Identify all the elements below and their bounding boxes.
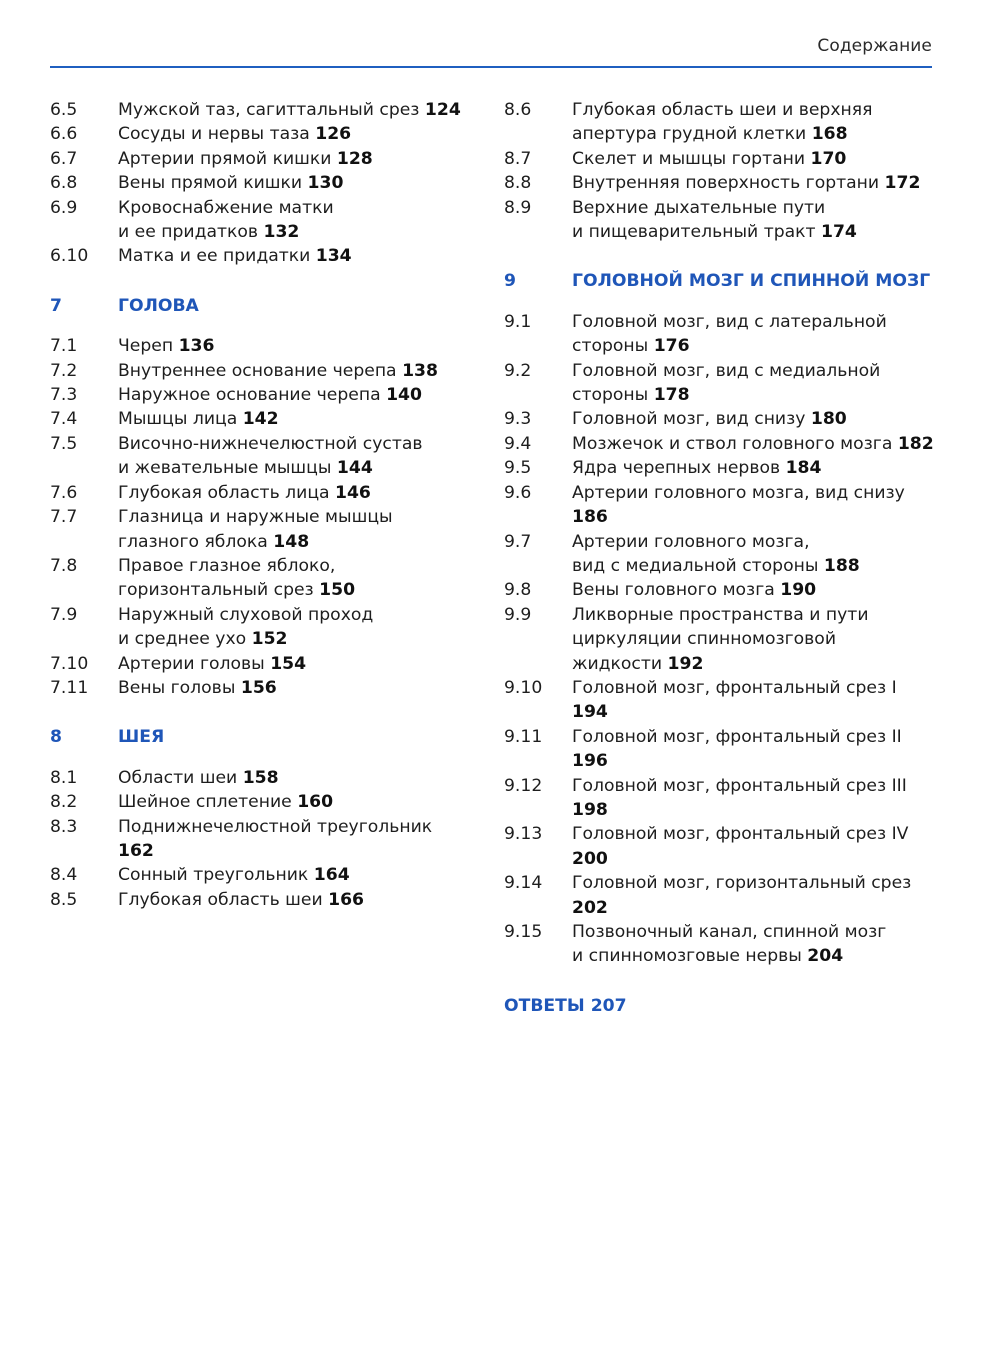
entry-title-line: жидкости xyxy=(572,653,663,674)
chapter-title: ШЕЯ xyxy=(118,727,165,748)
toc-entry[interactable] xyxy=(50,815,470,864)
chapter-number: 8 xyxy=(50,727,62,748)
entry-number: 9.12 xyxy=(504,775,543,796)
entry-number: 6.8 xyxy=(50,173,78,194)
entry-number: 7.4 xyxy=(50,409,78,430)
page-number: 196 xyxy=(572,751,608,772)
chapter-title: ГОЛОВА xyxy=(118,295,199,316)
toc-entry[interactable] xyxy=(504,359,934,408)
page-number: 124 xyxy=(424,100,461,120)
entry-title xyxy=(118,603,470,652)
toc-entry[interactable] xyxy=(50,122,470,146)
chapter-title: ГОЛОВНОЙ МОЗГ И СПИННОЙ МОЗГ xyxy=(572,271,931,292)
entry-title-line: глазного яблока xyxy=(118,531,268,552)
toc-entry[interactable] xyxy=(504,407,934,431)
toc-entry[interactable] xyxy=(50,863,470,887)
page-number: 170 xyxy=(810,148,847,169)
entry-number: 7.9 xyxy=(50,604,78,625)
toc-entry[interactable] xyxy=(504,578,934,602)
entry-title-line: Области шеи xyxy=(118,767,238,788)
entry-number: 8.1 xyxy=(50,767,78,788)
entry-title-line: Внутреннее основание черепа xyxy=(118,360,397,381)
entry-title xyxy=(118,432,470,481)
page-number: 132 xyxy=(263,222,300,243)
toc-entry[interactable] xyxy=(504,920,934,969)
entry-title xyxy=(118,147,470,171)
entry-title xyxy=(118,196,470,245)
entry-title xyxy=(572,725,934,774)
entry-title-line: Вены прямой кишки xyxy=(118,173,303,194)
entry-title-line: Головной мозг, вид снизу xyxy=(572,409,806,430)
entry-title-line: Глазница и наружные мышцы xyxy=(118,507,393,528)
toc-entry[interactable] xyxy=(504,603,934,676)
page-number: 154 xyxy=(270,653,307,674)
toc-entry[interactable] xyxy=(50,676,470,700)
entry-title-line: Правое глазное яблоко, xyxy=(118,555,336,576)
entry-number: 9.9 xyxy=(504,604,532,625)
chapter-number: 7 xyxy=(50,295,62,316)
page-title: Содержание xyxy=(817,36,932,56)
entry-title xyxy=(118,244,470,268)
toc-entry[interactable] xyxy=(504,676,934,725)
entry-number: 8.2 xyxy=(50,792,78,813)
entry-number: 9.3 xyxy=(504,409,532,430)
entry-number: 6.10 xyxy=(50,246,89,267)
entry-number: 9.10 xyxy=(504,677,543,698)
page-number: 192 xyxy=(667,653,704,674)
entry-title xyxy=(572,481,934,530)
chapter-number: 9 xyxy=(504,271,516,292)
entry-title xyxy=(118,122,470,146)
entry-number: 7.3 xyxy=(50,385,78,406)
entry-title-line: Наружный слуховой проход xyxy=(118,604,374,625)
toc-entry[interactable] xyxy=(50,196,470,245)
page-number: 172 xyxy=(884,173,921,194)
entry-title xyxy=(118,790,470,814)
toc-entry[interactable] xyxy=(50,359,470,383)
entry-number: 9.1 xyxy=(504,311,532,332)
entry-title xyxy=(572,407,934,431)
entry-title-line: Головной мозг, вид с латеральной xyxy=(572,311,887,332)
entry-title xyxy=(572,774,934,823)
page-number: 164 xyxy=(313,865,350,886)
entry-number: 7.8 xyxy=(50,555,78,576)
entry-title xyxy=(572,171,934,195)
entry-title xyxy=(118,554,470,603)
page-number: 182 xyxy=(897,433,934,454)
page-number: 202 xyxy=(572,897,608,918)
entry-title-line: Череп xyxy=(118,336,174,357)
toc-entry[interactable] xyxy=(50,244,470,268)
page-number: 200 xyxy=(572,848,608,869)
entry-title-line: Ликворные пространства и пути xyxy=(572,604,869,625)
answers-page: 207 xyxy=(590,995,627,1016)
toc-entry[interactable] xyxy=(50,383,470,407)
entry-title-line: циркуляции спинномозговой xyxy=(572,629,836,650)
entry-title-line: и среднее ухо xyxy=(118,629,247,650)
entry-title-line: и ее придатков xyxy=(118,222,259,243)
entry-title xyxy=(118,676,470,700)
entry-number: 7.10 xyxy=(50,653,89,674)
page-number: 152 xyxy=(251,629,288,650)
toc-entry[interactable] xyxy=(50,432,470,481)
toc-left-column xyxy=(50,98,470,912)
answers-label: ОТВЕТЫ xyxy=(504,995,585,1016)
toc-entry[interactable] xyxy=(504,871,934,920)
entry-title xyxy=(572,310,934,359)
entry-title-line: Головной мозг, горизонтальный срез xyxy=(572,873,912,894)
entry-title-line: Сонный треугольник xyxy=(118,865,309,886)
page-number: 190 xyxy=(780,580,817,601)
toc-entry[interactable] xyxy=(504,196,934,245)
entry-title-line: вид с медиальной стороны xyxy=(572,555,819,576)
entry-title-line: Наружное основание черепа xyxy=(118,385,381,406)
entry-title-line: Позвоночный канал, спинной мозг xyxy=(572,922,887,942)
toc-entry[interactable] xyxy=(504,98,934,147)
entry-number: 7.11 xyxy=(50,677,89,698)
entry-title xyxy=(118,815,470,864)
entry-title xyxy=(572,920,934,969)
entry-title-line: Ядра черепных нервов xyxy=(572,458,781,479)
entry-title xyxy=(118,481,470,505)
entry-title-line: Скелет и мышцы гортани xyxy=(572,148,806,169)
entry-title-line: Верхние дыхательные пути xyxy=(572,197,826,218)
entry-number: 9.2 xyxy=(504,360,532,381)
entry-title-line: стороны xyxy=(572,385,649,406)
entry-title xyxy=(572,196,934,245)
page-number: 156 xyxy=(240,677,277,698)
entry-number: 6.9 xyxy=(50,197,78,218)
page-number: 148 xyxy=(273,531,310,552)
page-number: 130 xyxy=(307,173,344,194)
entry-number: 9.14 xyxy=(504,873,543,894)
toc-entry[interactable] xyxy=(50,407,470,431)
chapter-heading xyxy=(504,269,934,293)
entry-title-line: Мышцы лица xyxy=(118,409,238,430)
entry-title-line: Внутренняя поверхность гортани xyxy=(572,173,880,194)
page-number: 128 xyxy=(336,148,373,169)
page-number: 158 xyxy=(242,767,279,788)
entry-title-line: и спинномозговые нервы xyxy=(572,946,802,967)
entry-number: 7.6 xyxy=(50,482,78,503)
page-number: 150 xyxy=(319,580,356,601)
page-number: 160 xyxy=(297,792,334,813)
entry-number: 8.9 xyxy=(504,197,532,218)
entry-number: 9.11 xyxy=(504,726,543,747)
entry-title-line: Глубокая область шеи и верхняя xyxy=(572,100,873,120)
entry-title xyxy=(572,530,934,579)
entry-title-line: Глубокая область шеи xyxy=(118,889,323,910)
entry-title xyxy=(572,98,934,147)
entry-title xyxy=(572,147,934,171)
entry-number: 9.7 xyxy=(504,531,532,552)
page-number: 176 xyxy=(653,336,690,357)
page-number: 134 xyxy=(315,246,352,267)
entry-title xyxy=(572,822,934,871)
entry-title-line: Артерии головы xyxy=(118,653,265,674)
page-number: 136 xyxy=(178,336,215,357)
entry-number: 8.6 xyxy=(504,100,532,120)
entry-title-line: Глубокая область лица xyxy=(118,482,330,503)
toc-right-column xyxy=(504,98,934,1018)
entry-title-line: горизонтальный срез xyxy=(118,580,314,601)
toc-entry[interactable] xyxy=(50,790,470,814)
entry-title xyxy=(572,603,934,676)
entry-number: 9.5 xyxy=(504,458,532,479)
entry-title xyxy=(118,863,470,887)
toc-entry[interactable] xyxy=(50,171,470,195)
entry-title xyxy=(118,652,470,676)
page-number: 146 xyxy=(335,482,371,503)
entry-title xyxy=(572,871,934,920)
entry-title xyxy=(118,407,470,431)
entry-number: 6.6 xyxy=(50,124,78,145)
page-number: 178 xyxy=(653,385,690,406)
entry-title-line: апертура грудной клетки xyxy=(572,124,807,145)
entry-title xyxy=(118,505,470,554)
entry-number: 8.4 xyxy=(50,865,78,886)
toc-entry[interactable] xyxy=(504,456,934,480)
entry-title xyxy=(118,383,470,407)
entry-title-line: Головной мозг, фронтальный срез II xyxy=(572,726,902,747)
toc-entry[interactable] xyxy=(50,481,470,505)
entry-number: 8.8 xyxy=(504,173,532,194)
entry-title xyxy=(572,578,934,602)
entry-title xyxy=(118,766,470,790)
toc-entry[interactable] xyxy=(50,888,470,912)
toc-entry[interactable] xyxy=(50,334,470,358)
entry-title-line: Головной мозг, вид с медиальной xyxy=(572,360,881,381)
entry-number: 7.5 xyxy=(50,433,78,454)
entry-title-line: и пищеварительный тракт xyxy=(572,222,816,243)
entry-title-line: Мозжечок и ствол головного мозга xyxy=(572,433,893,454)
entry-number: 8.7 xyxy=(504,148,532,169)
entry-title-line: Височно-нижнечелюстной сустав xyxy=(118,433,423,454)
entry-title-line: Мужской таз, сагиттальный срез xyxy=(118,100,420,120)
page-number: 186 xyxy=(572,507,608,528)
page-number: 204 xyxy=(807,946,844,967)
toc-entry[interactable] xyxy=(50,652,470,676)
toc-entry[interactable] xyxy=(50,766,470,790)
entry-title xyxy=(118,359,470,383)
page-number: 140 xyxy=(386,385,422,406)
entry-title xyxy=(572,359,934,408)
page-number: 138 xyxy=(402,360,438,381)
entry-title-line: и жевательные мышцы xyxy=(118,458,332,479)
entry-title-line: Поднижнечелюстной треугольник xyxy=(118,816,433,837)
entry-title xyxy=(572,456,934,480)
entry-number: 7.2 xyxy=(50,360,78,381)
entry-title-line: Вены головного мозга xyxy=(572,580,775,601)
toc-entry[interactable] xyxy=(504,310,934,359)
entry-number: 7.1 xyxy=(50,336,78,357)
toc-entry[interactable] xyxy=(50,554,470,603)
entry-number: 9.13 xyxy=(504,824,543,845)
entry-title-line: Кровоснабжение матки xyxy=(118,197,334,218)
toc-entry[interactable] xyxy=(50,603,470,652)
entry-number: 9.15 xyxy=(504,922,543,942)
toc-entry[interactable] xyxy=(50,147,470,171)
entry-title-line: Артерии головного мозга, вид снизу xyxy=(572,482,905,503)
entry-number: 9.6 xyxy=(504,482,532,503)
toc-entry[interactable] xyxy=(504,432,934,456)
entry-number: 9.4 xyxy=(504,433,532,454)
toc-entry[interactable] xyxy=(504,171,934,195)
entry-title xyxy=(572,432,934,456)
entry-title-line: Головной мозг, фронтальный срез IV xyxy=(572,824,909,845)
entry-title-line: Головной мозг, фронтальный срез I xyxy=(572,677,897,698)
entry-number: 6.7 xyxy=(50,148,78,169)
toc-entry[interactable] xyxy=(504,774,934,823)
toc-entry[interactable] xyxy=(50,505,470,554)
page-number: 126 xyxy=(315,124,352,145)
page-number: 174 xyxy=(821,222,857,243)
toc-entry[interactable] xyxy=(504,481,934,530)
toc-entry[interactable] xyxy=(504,530,934,579)
page-number: 144 xyxy=(336,458,373,479)
entry-number: 7.7 xyxy=(50,507,78,528)
toc-entry[interactable] xyxy=(504,822,934,871)
entry-title-line: Сосуды и нервы таза xyxy=(118,124,310,145)
page-number: 194 xyxy=(572,702,608,723)
entry-title xyxy=(118,888,470,912)
entry-title-line: Артерии прямой кишки xyxy=(118,148,332,169)
page-number: 180 xyxy=(810,409,847,430)
entry-title-line: Головной мозг, фронтальный срез III xyxy=(572,775,907,796)
entry-number: 9.8 xyxy=(504,580,532,601)
entry-number: 8.5 xyxy=(50,889,78,910)
toc-entry[interactable] xyxy=(50,98,470,122)
page-number: 184 xyxy=(785,458,822,479)
answers-entry[interactable] xyxy=(504,994,934,1018)
page-number: 168 xyxy=(811,124,848,145)
entry-title xyxy=(118,171,470,195)
toc-entry[interactable] xyxy=(504,725,934,774)
entry-title-line: Шейное сплетение xyxy=(118,792,292,813)
page-number: 188 xyxy=(823,555,860,576)
page-number: 198 xyxy=(572,799,608,820)
entry-title xyxy=(118,334,470,358)
entry-title-line: Вены головы xyxy=(118,677,236,698)
page-number: 166 xyxy=(328,889,364,910)
entry-title-line: Артерии головного мозга, xyxy=(572,531,810,552)
entry-title xyxy=(572,676,934,725)
entry-title-line: Матка и ее придатки xyxy=(118,246,311,267)
entry-title-line: стороны xyxy=(572,336,649,357)
header-rule xyxy=(50,66,932,68)
entry-number: 6.5 xyxy=(50,100,78,120)
toc-entry[interactable] xyxy=(504,147,934,171)
chapter-heading xyxy=(50,725,470,749)
chapter-heading xyxy=(50,294,470,318)
page-number: 162 xyxy=(118,840,154,861)
entry-title xyxy=(118,98,470,122)
page-number: 142 xyxy=(242,409,279,430)
entry-number: 8.3 xyxy=(50,816,78,837)
